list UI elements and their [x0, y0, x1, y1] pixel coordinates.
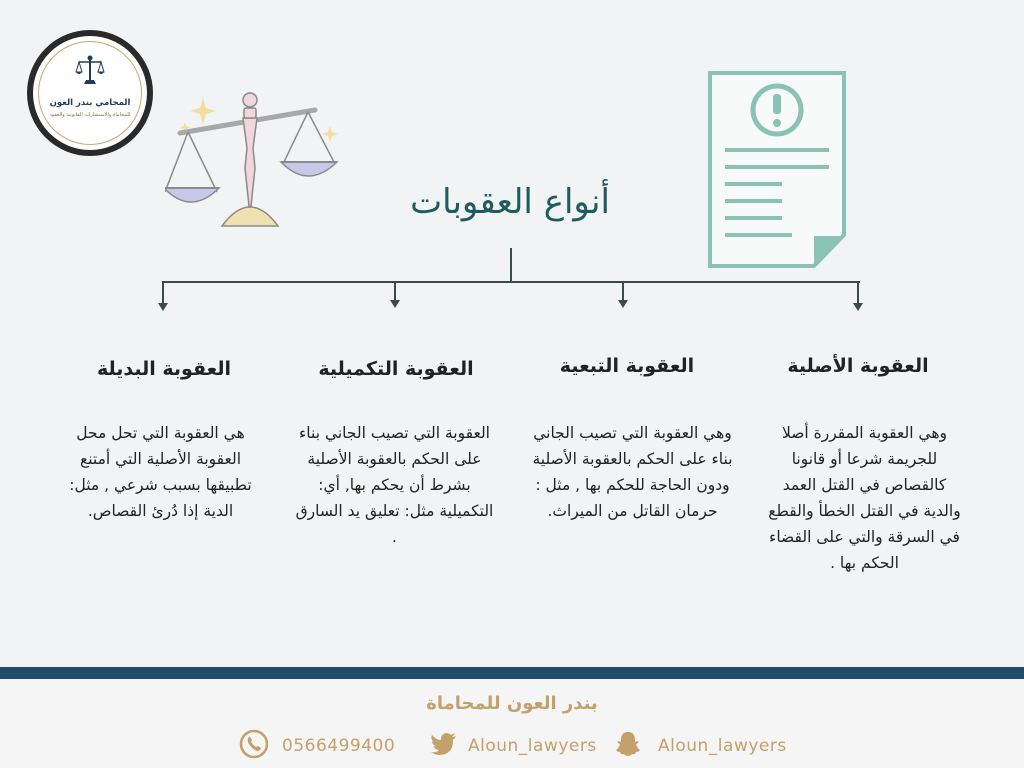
- column-title-complementary: العقوبة التكميلية: [318, 358, 474, 380]
- arrow-4: [158, 303, 168, 311]
- footer-phone[interactable]: 0566499400: [282, 736, 396, 756]
- scales-icon: [165, 88, 345, 233]
- connector-2: [622, 281, 624, 301]
- arrow-2: [618, 300, 628, 308]
- twitter-icon: [431, 733, 457, 755]
- connector-1: [857, 281, 859, 304]
- snapchat-icon: [615, 731, 641, 757]
- arrow-1: [853, 303, 863, 311]
- connector-3: [394, 281, 396, 301]
- document-warning-icon: [707, 70, 847, 270]
- footer-snapchat[interactable]: Aloun_lawyers: [658, 736, 787, 756]
- connector-bus: [162, 281, 860, 283]
- logo-scales-icon: [75, 54, 105, 90]
- diagram-title: أنواع العقوبات: [410, 182, 610, 222]
- footer-twitter[interactable]: Aloun_lawyers: [468, 736, 597, 756]
- column-title-original: العقوبة الأصلية: [787, 355, 929, 377]
- logo: [27, 30, 153, 156]
- column-body-complementary: العقوبة التي تصيب الجاني بناء على الحكم بالعقوبة الأصلية بشرط أن يحكم بها, أي: التكميلية مثل: تعليق يد السارق .: [295, 424, 494, 546]
- column-title-alternative: العقوبة البديلة: [96, 358, 232, 380]
- connector-4: [162, 281, 164, 304]
- column-body-alternative: هي العقوبة التي تحل محل العقوبة الأصلية التي أمتنع تطبيقها بسبب شرعي , مثل: الدية إذا دُرئ القصاص.: [69, 424, 252, 520]
- footer-bar: [0, 667, 1024, 679]
- connector-main: [510, 248, 512, 282]
- footer-name: بندر العون للمحاماة: [426, 693, 598, 714]
- logo-name: المحامي بندر العون: [49, 98, 131, 108]
- arrow-3: [390, 300, 400, 308]
- column-title-subsidiary: العقوبة التبعية: [559, 355, 695, 377]
- phone-icon: [239, 729, 269, 759]
- column-body-original: وهي العقوبة المقررة أصلا للجريمة شرعا أو قانونا كالقصاص في القتل العمد والدية في القتل الخطأ والقطع في السرقة والتي على القضاء الحكم بها .: [768, 424, 961, 572]
- column-body-subsidiary: وهي العقوبة التي تصيب الجاني بناء على الحكم بالعقوبة الأصلية ودون الحاجة للحكم بها , مثل : حرمان القاتل من الميراث.: [532, 424, 733, 520]
- logo-subtitle: للمحاماة والاستشارات القانونية والعقود: [49, 112, 131, 118]
